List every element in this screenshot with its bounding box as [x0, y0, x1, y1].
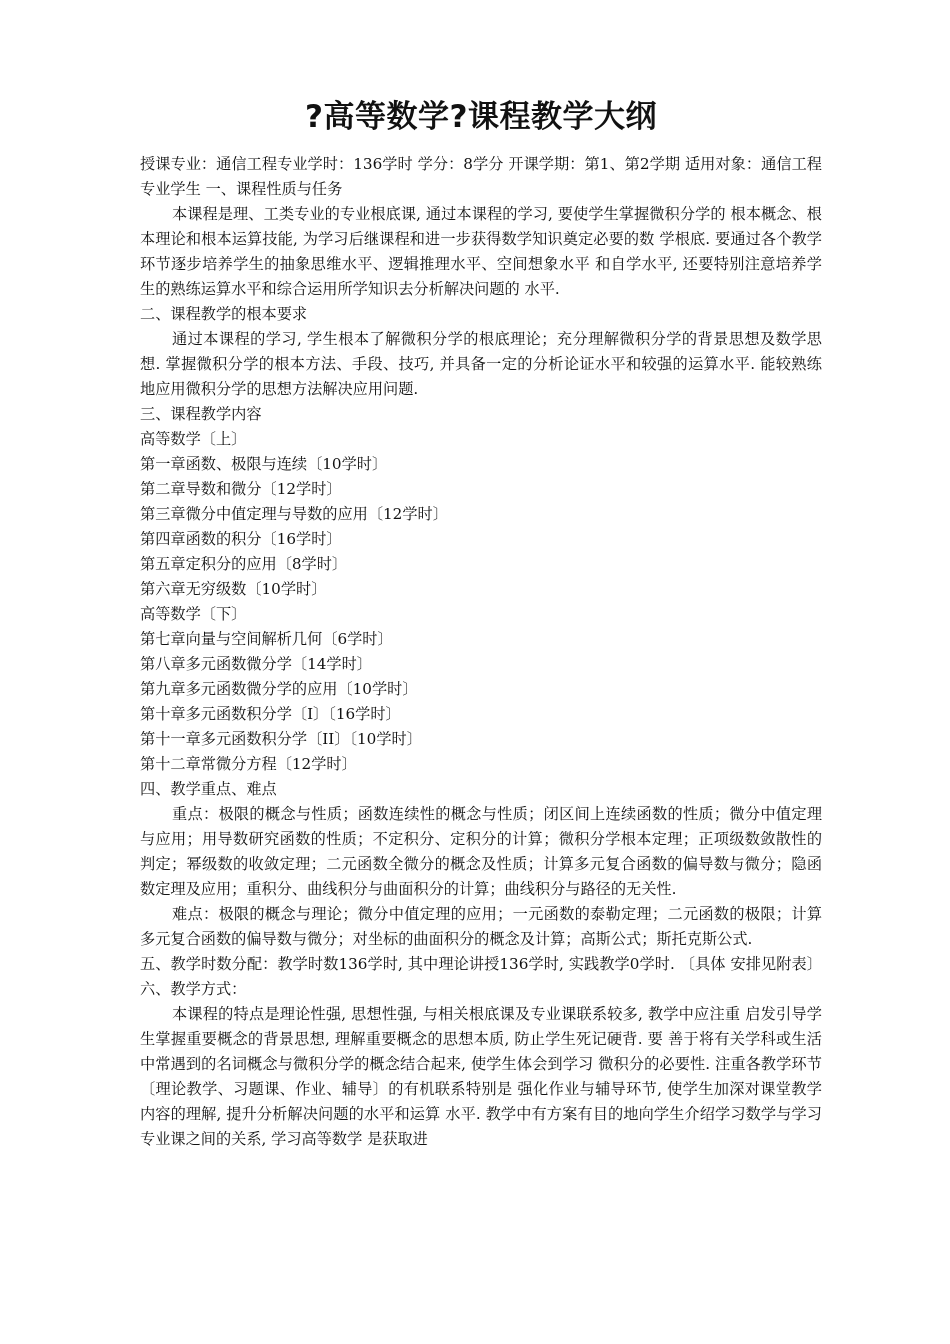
- key-points-paragraph: 重点：极限的概念与性质；函数连续性的概念与性质；闭区间上连续函数的性质；微分中值定理与应用；用导数研究函数的性质；不定积分、定积分的计算；微积分学根本定理；正项级数敛散性的判定；幂级数的收敛定理；二元函数全微分的概念及性质；计算多元复合函数的偏导数与微分；隐函数定理及应用；重积分、曲线积分与曲面积分的计算；曲线积分与路径的无关性.: [140, 805, 822, 898]
- chapter-line: 第七章向量与空间解析几何〔6学时〕: [140, 630, 393, 648]
- section-5-paragraph: 五、教学时数分配：教学时数136学时, 其中理论讲授136学时, 实践教学0学时. 〔具体 安排见附表〕 六、教学方式：: [140, 955, 822, 998]
- chapter-line: 第八章多元函数微分学〔14学时〕: [140, 655, 372, 673]
- chapter-line: 第九章多元函数微分学的应用〔10学时〕: [140, 680, 418, 698]
- chapter-line: 第五章定积分的应用〔8学时〕: [140, 555, 348, 573]
- section-6-paragraph: 本课程的特点是理论性强, 思想性强, 与相关根底课及专业课联系较多, 教学中应注重 启发引导学生掌握重要概念的背景思想, 理解重要概念的思想本质, 防止学生死记硬背. 要 善于将有关学科或生活中常遇到的名词概念与微积分学的概念结合起来, 使学生体会到学习 微积分的必要性. 注重各教学环节〔理论教学、习题课、作业、辅导〕的有机联系特别是 强化作业与辅导环节, 使学生加深对课堂教学内容的理解, 提升分析解决问题的水平和运算 水平. 教学中有方案有目的地向学生介绍学习数学与学习专业课之间的关系, 学习高等数学 是获取进: [140, 1005, 822, 1148]
- chapter-line: 第六章无穷级数〔10学时〕: [140, 580, 327, 598]
- difficult-points-paragraph: 难点：极限的概念与理论；微分中值定理的应用；一元函数的泰勒定理；二元函数的极限；计算多元复合函数的偏导数与微分；对坐标的曲面积分的概念及计算；高斯公式；斯托克斯公式.: [140, 905, 822, 948]
- document-page: [140, 94, 822, 1152]
- chapter-line: 第十二章常微分方程〔12学时〕: [140, 755, 357, 773]
- chapter-line: 第二章导数和微分〔12学时〕: [140, 480, 342, 498]
- course-meta: 授课专业：通信工程专业学时：136学时 学分：8学分 开课学期：第1、第2学期 适用对象：通信工程专业学生 一、课程性质与任务: [140, 155, 822, 198]
- part-2-heading: 高等数学〔下〕: [140, 605, 247, 623]
- course-nature-paragraph: 本课程是理、工类专业的专业根底课, 通过本课程的学习, 要使学生掌握微积分学的 根本概念、根本理论和根本运算技能, 为学习后继课程和进一步获得数学知识奠定必要的数 学根底. 要通过各个教学环节逐步培养学生的抽象思维水平、逻辑推理水平、空间想象水平 和自学水平, 还要特别注意培养学生的熟练运算水平和综合运用所学知识去分析解决问题的 水平.: [140, 205, 822, 298]
- chapter-line: 第一章函数、极限与连续〔10学时〕: [140, 455, 388, 473]
- section-3-heading: 三、课程教学内容: [140, 405, 262, 423]
- section-2-heading: 二、课程教学的根本要求: [140, 305, 308, 323]
- document-title: ?高等数学?课程教学大纲: [305, 99, 657, 135]
- part-1-heading: 高等数学〔上〕: [140, 430, 247, 448]
- chapter-line: 第四章函数的积分〔16学时〕: [140, 530, 342, 548]
- section-4-heading: 四、教学重点、难点: [140, 780, 277, 798]
- section-2-paragraph: 通过本课程的学习, 学生根本了解微积分学的根底理论；充分理解微积分学的背景思想及数学思想. 掌握微积分学的根本方法、手段、技巧, 并具备一定的分析论证水平和较强的运算水平. 能较熟练地应用微积分学的思想方法解决应用问题.: [140, 330, 822, 398]
- chapter-line: 第十一章多元函数积分学〔II〕〔10学时〕: [140, 730, 422, 748]
- chapter-line: 第十章多元函数积分学〔I〕〔16学时〕: [140, 705, 401, 723]
- chapter-line: 第三章微分中值定理与导数的应用〔12学时〕: [140, 505, 448, 523]
